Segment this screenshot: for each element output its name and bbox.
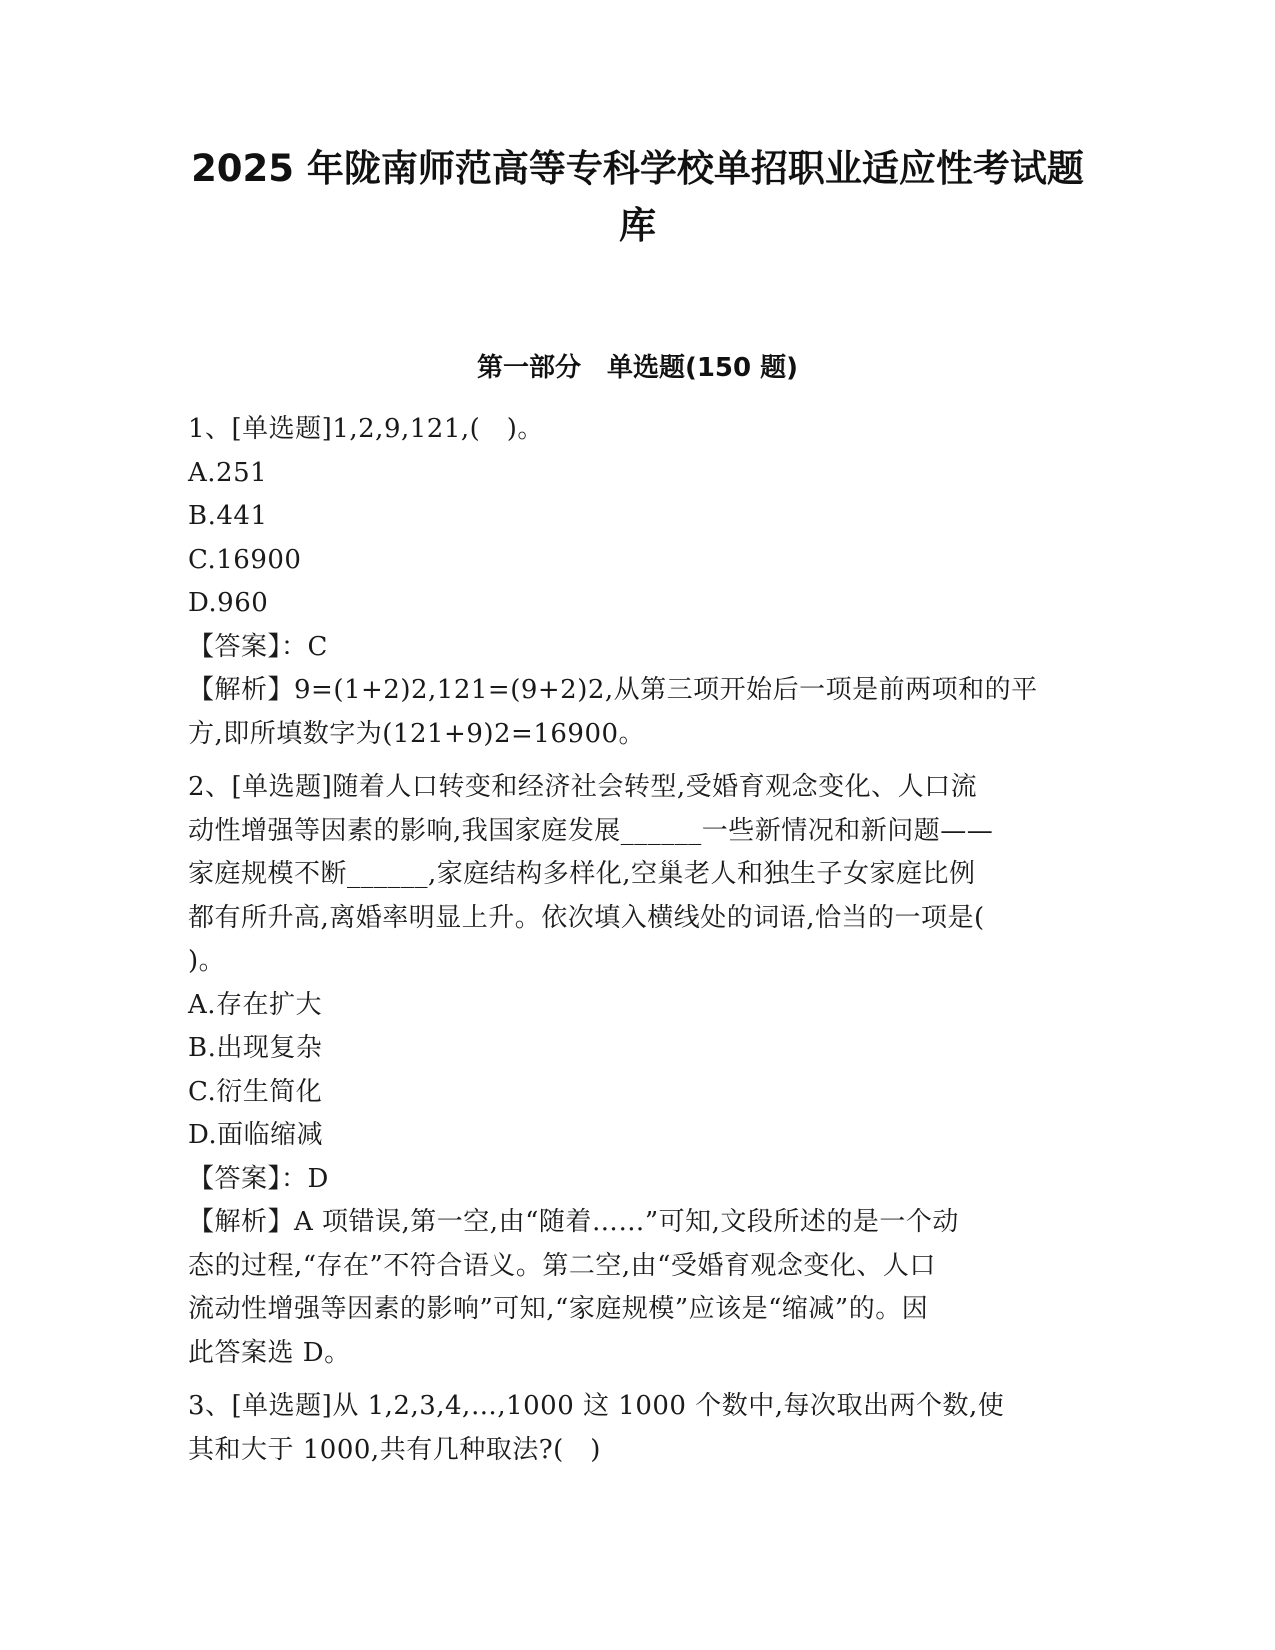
- option-a: A.251: [188, 457, 268, 488]
- question-stem-line: 动性增强等因素的影响,我国家庭发展______一些新情况和新问题——: [188, 815, 994, 846]
- question-stem: 1、[单选题]1,2,9,121,( )。: [188, 414, 544, 444]
- question-stem-line: )。: [188, 946, 226, 976]
- document-title: [150, 140, 1125, 254]
- question-1: [188, 408, 1078, 756]
- title-line-1: 2025 年陇南师范高等专科学校单招职业适应性考试题: [191, 147, 1084, 190]
- option-a: A.存在扩大: [188, 989, 323, 1020]
- analysis-line: 态的过程,“存在”不符合语义。第二空,由“受婚育观念变化、人口: [188, 1250, 936, 1281]
- question-stem-line: 其和大于 1000,共有几种取法?( ): [188, 1434, 601, 1465]
- question-stem-line: 2、[单选题]随着人口转变和经济社会转型,受婚育观念变化、人口流: [188, 772, 978, 802]
- option-b: B.441: [188, 501, 268, 531]
- option-b: B.出现复杂: [188, 1033, 323, 1063]
- question-stem-line: 家庭规模不断______,家庭结构多样化,空巢老人和独生子女家庭比例: [188, 859, 976, 889]
- analysis-line: 方,即所填数字为(121+9)2=16900。: [188, 718, 646, 749]
- option-c: C.衍生简化: [188, 1076, 323, 1107]
- analysis-line: 此答案选 D。: [188, 1337, 351, 1368]
- analysis-line: 流动性增强等因素的影响”可知,“家庭规模”应该是“缩减”的。因: [188, 1294, 929, 1324]
- option-d: D.960: [188, 588, 269, 618]
- question-stem-line: 都有所升高,离婚率明显上升。依次填入横线处的词语,恰当的一项是(: [188, 902, 985, 933]
- section-heading: 第一部分 单选题(150 题): [476, 353, 799, 383]
- title-line-2: 库: [619, 204, 656, 247]
- answer: 【答案】：C: [188, 631, 328, 662]
- answer: 【答案】：D: [188, 1163, 329, 1194]
- question-3: [188, 1385, 1078, 1472]
- question-list: [188, 408, 1078, 1482]
- question-stem-line: 3、[单选题]从 1,2,3,4,…,1000 这 1000 个数中,每次取出两个数,使: [188, 1391, 1005, 1421]
- analysis-line: 【解析】A 项错误,第一空,由“随着……”可知,文段所述的是一个动: [188, 1207, 959, 1237]
- option-c: C.16900: [188, 544, 302, 575]
- question-2: [188, 766, 1078, 1375]
- option-d: D.面临缩减: [188, 1120, 324, 1150]
- analysis-line: 【解析】9=(1+2)2,121=(9+2)2,从第三项开始后一项是前两项和的平: [188, 675, 1038, 705]
